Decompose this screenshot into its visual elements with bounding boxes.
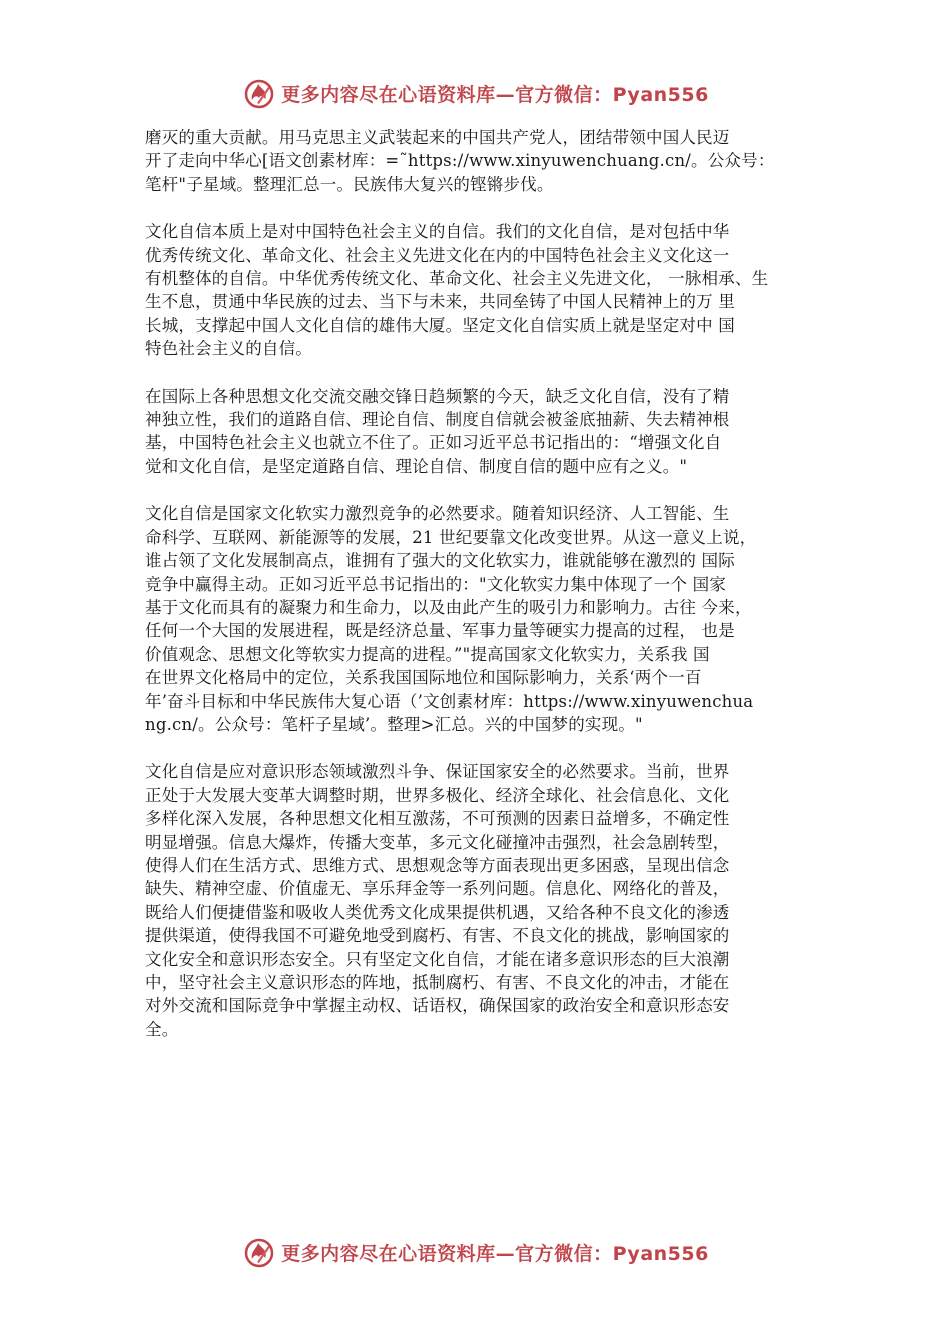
text-line: 长城，支撑起中国人文化自信的雄伟大厦。坚定文化自信实质上就是坚定对中 国 — [145, 315, 735, 335]
text-line: 生不息，贯通中华民族的过去、当下与未来，共同垒铸了中国人民精神上的万 里 — [145, 292, 735, 312]
text-line: 年’奋斗目标和中华民族伟大复心语（’文创素材库：https://www.xinyuwenchua — [145, 691, 754, 711]
document-body — [145, 126, 830, 1065]
text-line: 谁占领了文化发展制高点，谁拥有了强大的文化软实力，谁就能够在激烈的 国际 — [145, 551, 735, 571]
text-line: 明显增强。信息大爆炸，传播大变革，多元文化碰撞冲击强烈，社会急剧转型， — [145, 832, 730, 852]
text-line: 文化安全和意识形态安全。只有坚定文化自信，才能在诸多意识形态的巨大浪潮 — [145, 949, 730, 969]
text-line: 基，中国特色社会主义也就立不住了。正如习近平总书记指出的：“增强文化自 — [145, 433, 722, 453]
text-line: ng.cn/。公众号：笔杆子星域’。整理>汇总。兴的中国梦的实现。" — [145, 714, 643, 734]
text-line: 价值观念、思想文化等软实力提高的进程。”"提高国家文化软实力，关系我 国 — [145, 644, 710, 664]
paragraph-5 — [145, 760, 830, 1041]
paragraph-3 — [145, 385, 830, 479]
text-line: 特色社会主义的自信。 — [145, 339, 312, 359]
text-line: 任何一个大国的发展进程，既是经济总量、军事力量等硬实力提高的过程， 也是 — [145, 621, 735, 641]
text-line: 既给人们便捷借鉴和吸收人类优秀文化成果提供机遇，又给各种不良文化的渗透 — [145, 902, 730, 922]
footer-banner — [0, 1230, 950, 1274]
text-line: 有机整体的自信。中华优秀传统文化、革命文化、社会主义先进文化， 一脉相承、生 — [145, 269, 769, 289]
flame-heart-logo — [241, 1234, 277, 1270]
text-line: 使得人们在生活方式、思维方式、思想观念等方面表现出更多困惑，呈现出信念 — [145, 855, 730, 875]
text-line: 多样化深入发展，各种思想文化相互激荡，不可预测的因素日益增多，不确定性 — [145, 809, 730, 829]
text-line: 文化自信是应对意识形态领域激烈斗争、保证国家安全的必然要求。当前，世界 — [145, 762, 730, 782]
text-line: 缺失、精神空虚、价值虚无、享乐拜金等一系列问题。信息化、网络化的普及， — [145, 879, 730, 899]
paragraph-1 — [145, 126, 830, 196]
header-banner-text: 更多内容尽在心语资料库—官方微信：Pyan556 — [281, 83, 709, 106]
text-line: 竞争中赢得主动。正如习近平总书记指出的："文化软实力集中体现了一个 国家 — [145, 574, 727, 594]
text-line: 提供渠道，使得我国不可避免地受到腐朽、有害、不良文化的挑战，影响国家的 — [145, 926, 730, 946]
flame-heart-logo — [241, 75, 277, 111]
text-line: 命科学、互联网、新能源等的发展，21 世纪要靠文化改变世界。从这一意义上说， — [145, 527, 757, 547]
text-line: 磨灭的重大贡献。用马克思主义武装起来的中国共产党人，团结带领中国人民迈 — [145, 128, 730, 147]
text-line: 在世界文化格局中的定位，关系我国国际地位和国际影响力，关系‘两个一百 — [145, 668, 702, 688]
text-line: 中，坚守社会主义意识形态的阵地，抵制腐朽、有害、不良文化的冲击，才能在 — [145, 973, 730, 992]
text-line: 文化自信是国家文化软实力激烈竞争的必然要求。随着知识经济、人工智能、生 — [145, 504, 730, 524]
text-line: 基于文化而具有的凝聚力和生命力，以及由此产生的吸引力和影响力。古往 今来， — [145, 597, 752, 617]
paragraph-2 — [145, 220, 830, 360]
footer-banner-text: 更多内容尽在心语资料库—官方微信：Pyan556 — [281, 1242, 709, 1265]
text-line: 全。 — [145, 1019, 179, 1039]
text-line: 在国际上各种思想文化交流交融交锋日趋频繁的今天，缺乏文化自信，没有了精 — [145, 386, 730, 406]
text-line: 文化自信本质上是对中国特色社会主义的自信。我们的文化自信，是对包括中华 — [145, 222, 730, 242]
text-line: 正处于大发展大变革大调整时期，世界多极化、经济全球化、社会信息化、文化 — [145, 785, 730, 805]
text-line: 觉和文化自信，是坚定道路自信、理论自信、制度自信的题中应有之义。" — [145, 456, 688, 476]
text-line: 开了走向中华心[语文创素材库：=˜https://www.xinyuwenchuang.cn/。公众号： — [145, 151, 775, 171]
text-line: 神独立性，我们的道路自信、理论自信、制度自信就会被釜底抽薪、失去精神根 — [145, 410, 730, 430]
paragraph-4 — [145, 502, 830, 736]
header-banner — [0, 71, 950, 115]
text-line: 对外交流和国际竞争中掌握主动权、话语权，确保国家的政治安全和意识形态安 — [145, 996, 730, 1016]
text-line: 优秀传统文化、革命文化、社会主义先进文化在内的中国特色社会主义文化这一 — [145, 245, 730, 265]
text-line: 笔杆"子星域。整理汇总一。民族伟大复兴的铿锵步伐。 — [145, 174, 554, 194]
